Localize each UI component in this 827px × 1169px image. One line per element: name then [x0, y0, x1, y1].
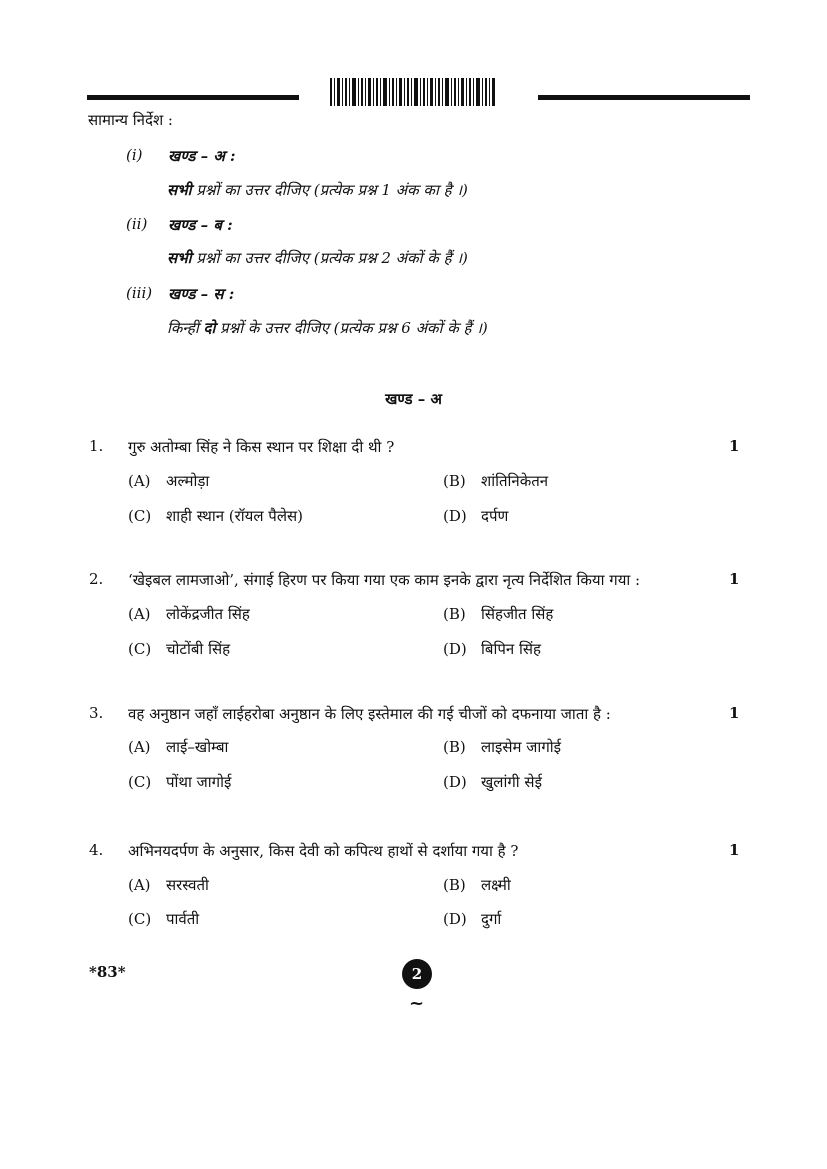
instruction-heading: खण्ड – अ :	[168, 147, 236, 165]
section-title: खण्ड – अ	[385, 390, 442, 408]
question-text: वह अनुष्ठान जहाँ लाईहरोबा अनुष्ठान के लिए इस्तेमाल की गई चीजों को दफनाया जाता है :	[128, 705, 611, 723]
footer-mark: ~	[409, 993, 425, 1014]
question-text: ‘खेइबल लामजाओ’, संगाई हिरण पर किया गया एक काम इनके द्वारा नृत्य निर्देशित किया गया :	[128, 571, 641, 589]
header-rule-left	[87, 95, 299, 100]
option-d: (D) खुलांगी सेई	[443, 773, 542, 791]
option-c: (C) पोंथा जागोई	[128, 773, 232, 791]
question-text: अभिनयदर्पण के अनुसार, किस देवी को कपित्थ हाथों से दर्शाया गया है ?	[128, 842, 519, 860]
instruction-heading: खण्ड – ब :	[168, 216, 233, 234]
instruction-text: सभी प्रश्नों का उत्तर दीजिए (प्रत्येक प्रश्न 2 अंकों के हैं ।)	[167, 249, 468, 267]
instruction-number: (i)	[126, 146, 143, 164]
question-number: 1.	[89, 437, 104, 455]
instruction-number: (ii)	[126, 215, 148, 233]
option-b: (B) सिंहजीत सिंह	[443, 605, 554, 623]
option-c: (C) पार्वती	[128, 910, 200, 928]
question-marks: 1	[729, 841, 740, 859]
paper-code: *83*	[89, 963, 126, 981]
instruction-text: किन्हीं दो प्रश्नों के उत्तर दीजिए (प्रत्येक प्रश्न 6 अंकों के हैं ।)	[167, 319, 488, 337]
question-marks: 1	[729, 704, 740, 722]
option-a: (A) अल्मोड़ा	[128, 472, 210, 490]
instruction-heading: खण्ड – स :	[168, 285, 235, 303]
instruction-emphasis: सभी	[167, 249, 192, 267]
option-d: (D) बिपिन सिंह	[443, 640, 541, 658]
question-number: 2.	[89, 570, 104, 588]
option-a: (A) लोकेंद्रजीत सिंह	[128, 605, 250, 623]
page-number: 2	[402, 959, 432, 989]
instruction-item	[126, 215, 626, 237]
option-c: (C) शाही स्थान (रॉयल पैलेस)	[128, 507, 303, 525]
instruction-item	[126, 284, 626, 306]
instruction-text: सभी प्रश्नों का उत्तर दीजिए (प्रत्येक प्रश्न 1 अंक का है ।)	[167, 181, 468, 199]
general-instructions-title: सामान्य निर्देश :	[88, 111, 173, 129]
option-b: (B) शांतिनिकेतन	[443, 472, 549, 490]
instruction-item	[126, 146, 626, 168]
instruction-number: (iii)	[126, 284, 153, 302]
question-marks: 1	[729, 570, 740, 588]
option-b: (B) लाइसेम जागोई	[443, 738, 562, 756]
option-a: (A) लाई–खोम्बा	[128, 738, 229, 756]
question-text: गुरु अतोम्बा सिंह ने किस स्थान पर शिक्षा दी थी ?	[128, 438, 395, 456]
option-a: (A) सरस्वती	[128, 876, 209, 894]
option-d: (D) दुर्गा	[443, 910, 502, 928]
option-c: (C) चोटोंबी सिंह	[128, 640, 231, 658]
question-marks: 1	[729, 437, 740, 455]
question-number: 3.	[89, 704, 104, 722]
instruction-emphasis: सभी	[167, 181, 192, 199]
instruction-emphasis: दो	[203, 319, 216, 337]
header-rule-right	[538, 95, 750, 100]
barcode-icon	[330, 78, 496, 106]
question-number: 4.	[89, 841, 104, 859]
option-d: (D) दर्पण	[443, 507, 509, 525]
option-b: (B) लक्ष्मी	[443, 876, 511, 894]
